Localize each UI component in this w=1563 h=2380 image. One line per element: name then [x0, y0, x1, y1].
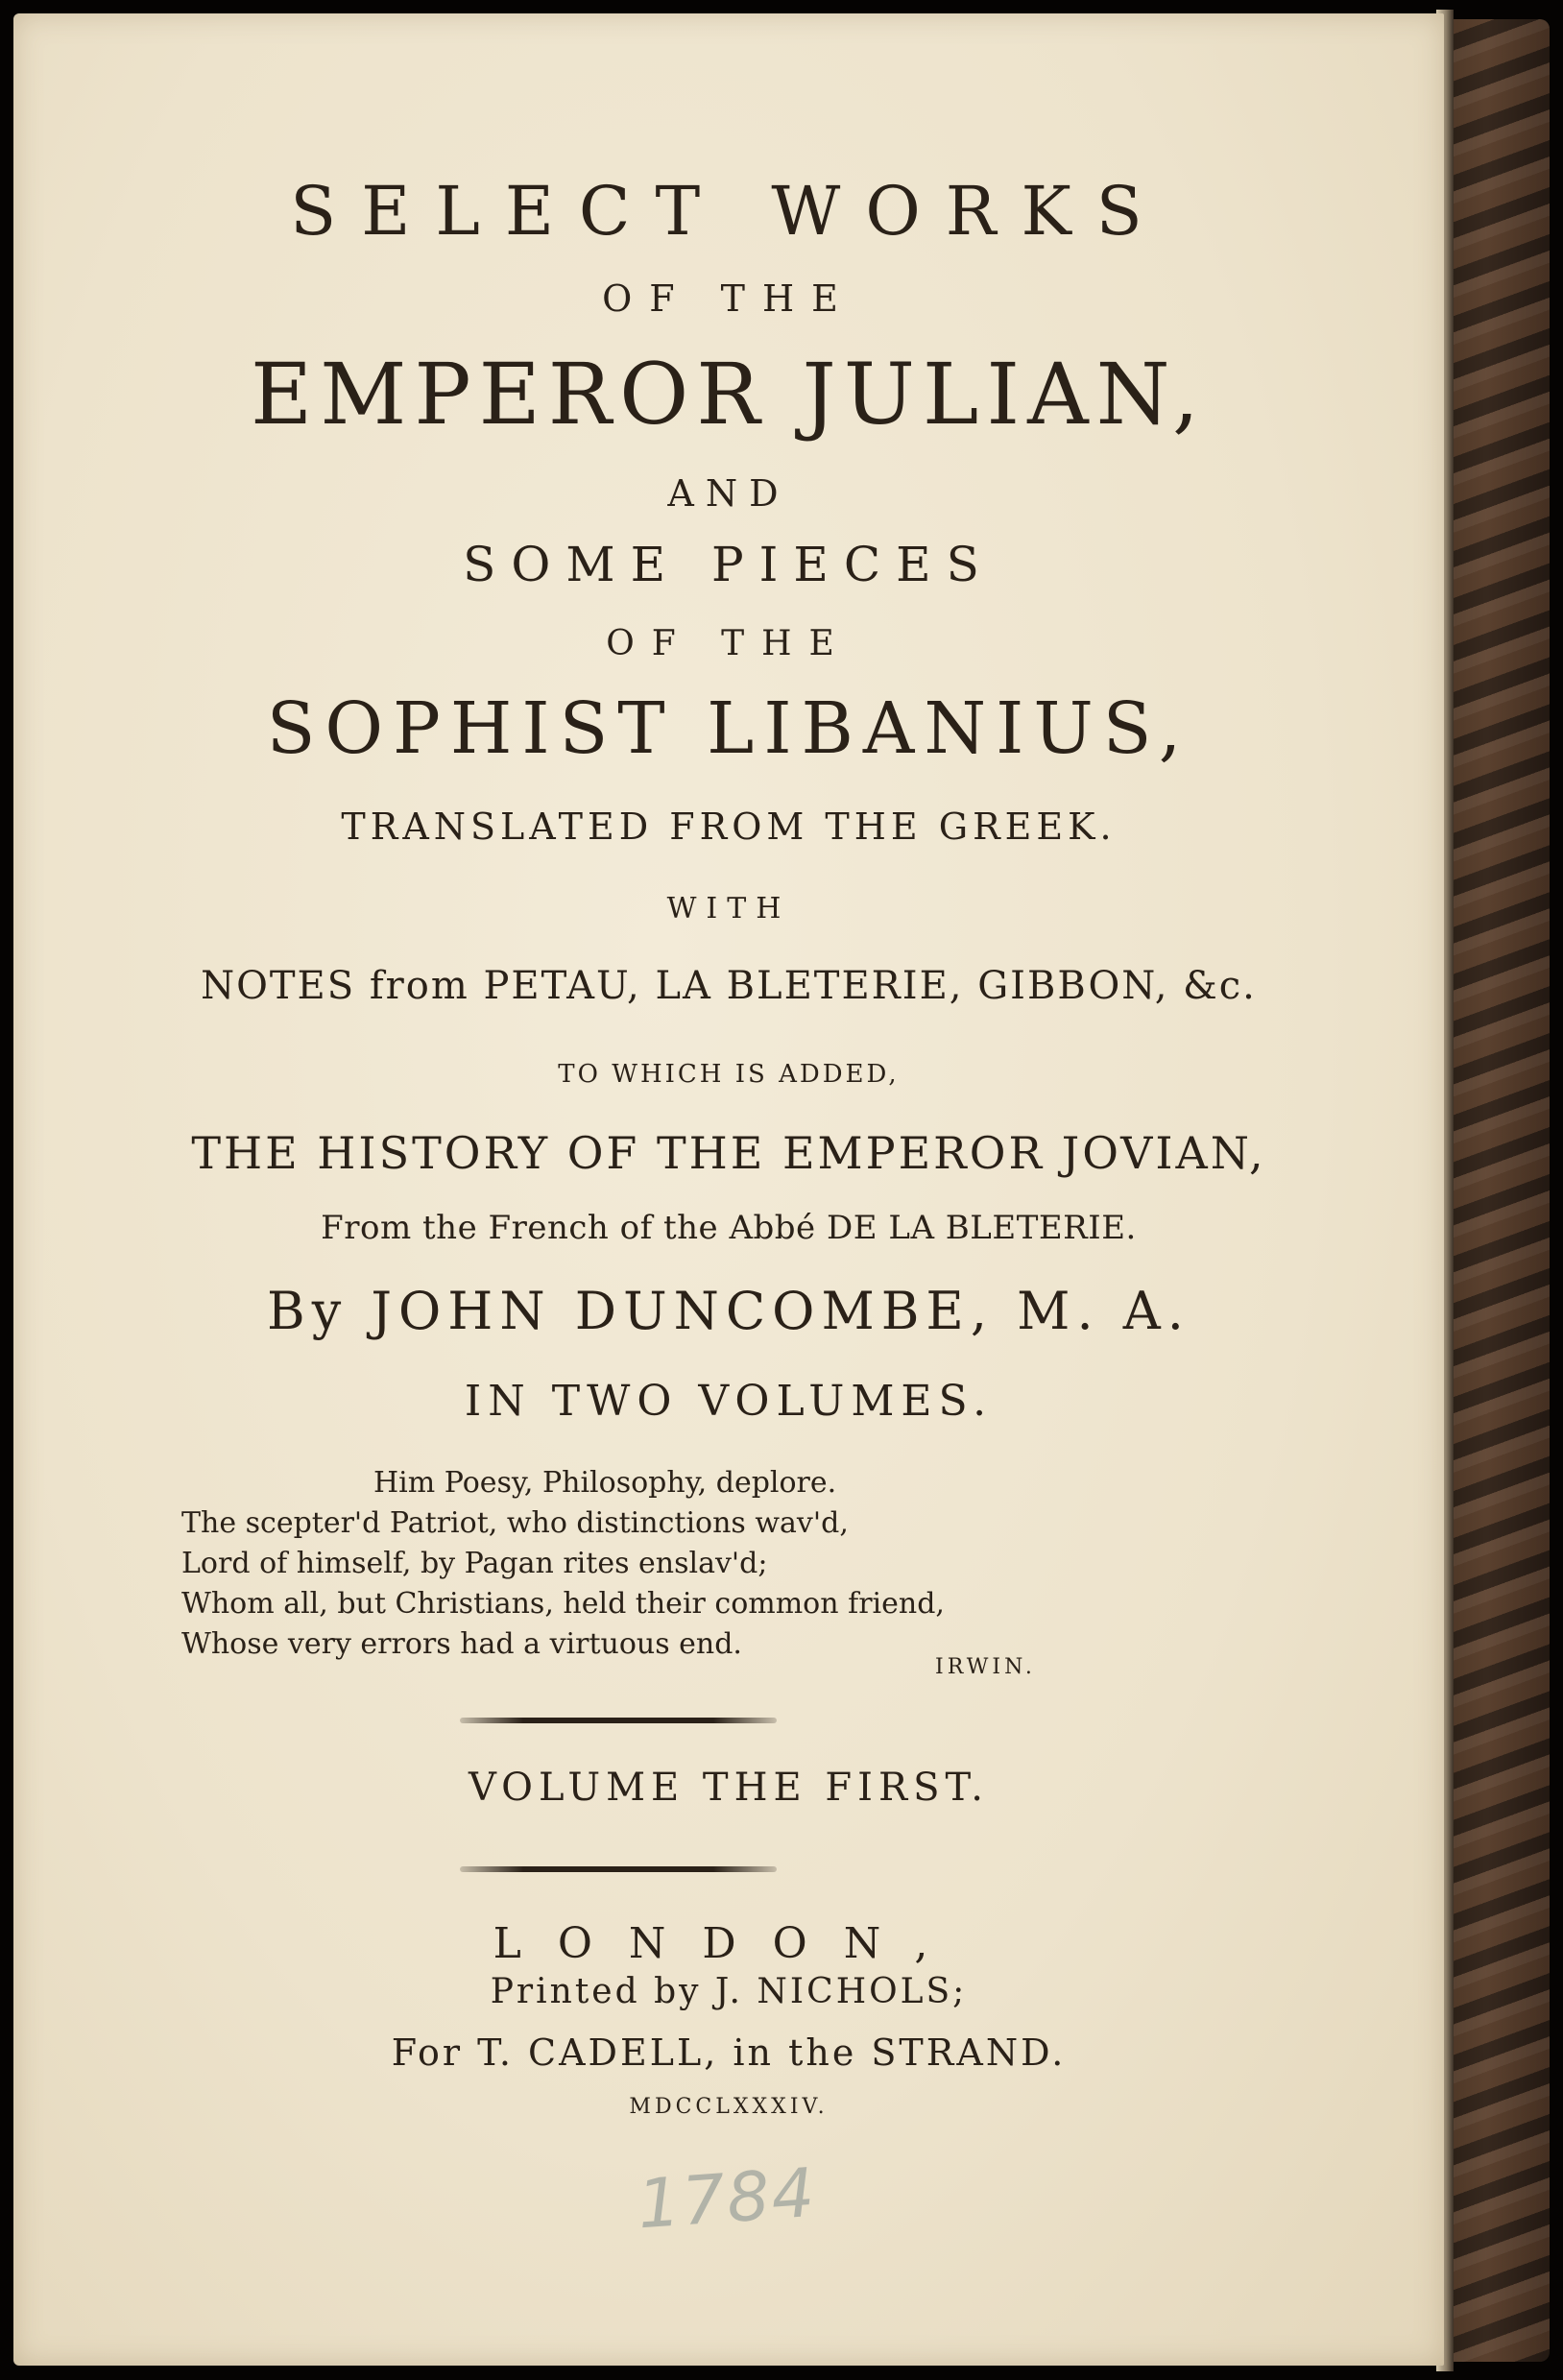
verse-line: Lord of himself, by Pagan rites enslav'd;	[181, 1547, 768, 1580]
of-the-line-1: OF THE	[602, 277, 855, 320]
emperor-julian-line: EMPEROR JULIAN,	[251, 345, 1207, 444]
verse-line: Him Poesy, Philosophy, deplore.	[373, 1466, 837, 1500]
verse-line: Whom all, but Christians, held their common friend,	[181, 1587, 945, 1621]
to-which-added-line: TO WHICH IS ADDED,	[558, 1060, 900, 1089]
some-pieces-line: SOME PIECES	[463, 537, 995, 592]
and-line: AND	[667, 472, 790, 515]
from-french-line: From the French of the Abbé DE LA BLETERIE.	[321, 1209, 1137, 1247]
of-the-line-2: OF THE	[606, 624, 852, 663]
verse-line: Whose very errors had a virtuous end.	[181, 1627, 742, 1661]
title-line: SELECT WORKS	[290, 172, 1167, 251]
author-line: By JOHN DUNCOMBE, M. A.	[267, 1281, 1190, 1341]
volume-first-line: VOLUME THE FIRST.	[469, 1766, 989, 1810]
with-line: WITH	[666, 892, 791, 926]
imprint-publisher: For T. CADELL, in the STRAND.	[391, 2031, 1067, 2074]
epigraph-verse	[181, 1463, 1084, 1665]
imprint-place: LONDON,	[493, 1919, 965, 1968]
imprint-printer: Printed by J. NICHOLS;	[490, 1972, 968, 2011]
pencil-annotation: 1784	[635, 2152, 819, 2245]
volumes-line: IN TWO VOLUMES.	[464, 1377, 994, 1426]
verse-attribution: IRWIN.	[935, 1655, 1036, 1679]
verse-line: The scepter'd Patriot, who distinctions wav'd,	[181, 1506, 849, 1540]
notes-line: NOTES from PETAU, LA BLETERIE, GIBBON, &c.	[201, 964, 1257, 1008]
sophist-libanius-line: SOPHIST LIBANIUS,	[266, 687, 1191, 770]
imprint-year: MDCCLXXXIV.	[629, 2095, 829, 2119]
divider-rule	[460, 1866, 777, 1872]
translated-line: TRANSLATED FROM THE GREEK.	[341, 805, 1117, 848]
book-spine	[1444, 19, 1550, 2362]
history-jovian-line: THE HISTORY OF THE EMPEROR JOVIAN,	[191, 1127, 1266, 1179]
title-page	[13, 13, 1444, 2366]
divider-rule	[460, 1718, 777, 1723]
